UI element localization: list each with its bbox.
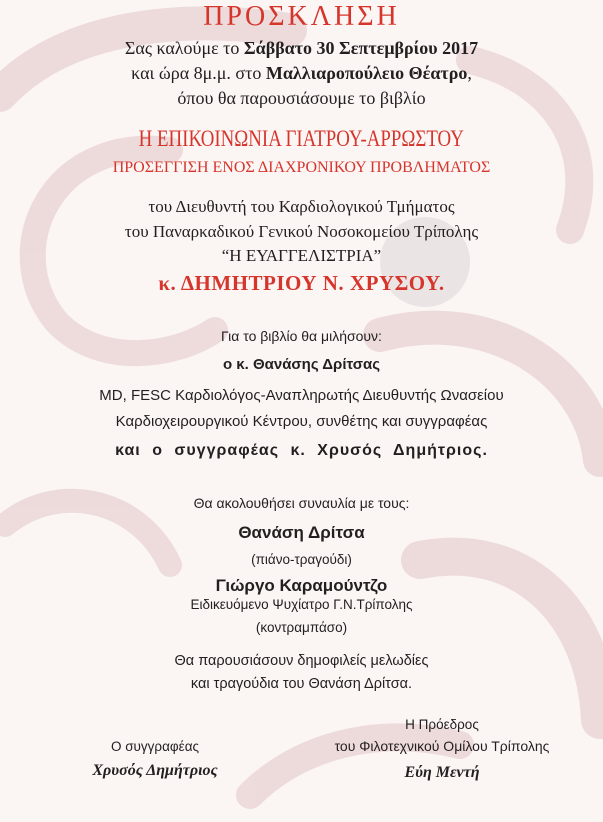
author-name: κ. ΔΗΜΗΤΡΙΟΥ Ν. ΧΡΥΣΟΥ. <box>158 271 445 295</box>
concert-closing-line-2: και τραγούδια του Θανάση Δρίτσα. <box>190 676 413 692</box>
concert-intro: Θα ακολουθήσει συναυλία με τους: <box>193 495 410 511</box>
venue-line <box>0 64 603 82</box>
president-signature-name: Εύη Μεντή <box>404 764 480 781</box>
date-line <box>0 39 603 57</box>
musician-2-name: Γιώργο Καραμούντζο <box>215 576 388 595</box>
author-signature-name: Χρυσός Δημήτριος <box>92 762 218 779</box>
speaker-1-name: ο κ. Θανάσης Δρίτσας <box>222 356 381 373</box>
book-title: Η ΕΠΙΚΟΙΝΩΝΙΑ ΓΙΑΤΡΟΥ-ΑΡΡΩΣΤΟΥ <box>138 126 465 151</box>
concert-closing-line-1: Θα παρουσιάσουν δημοφιλείς μελωδίες <box>174 653 429 669</box>
venue-line-prefix: και ώρα 8μ.μ. στο <box>131 63 266 83</box>
speakers-intro: Για το βιβλίο θα μιλήσουν: <box>221 328 382 344</box>
book-subtitle: ΠΡΟΣΕΓΓΙΣΗ ΕΝΟΣ ΔΙΑΧΡΟΝΙΚΟΥ ΠΡΟΒΛΗΜΑΤΟΣ <box>112 159 491 176</box>
musician-2-instrument: (κοντραμπάσο) <box>255 620 348 635</box>
author-signature-role: Ο συγγραφέας <box>110 739 200 754</box>
musician-2-title: Ειδικευόμενο Ψυχίατρο Γ.Ν.Τρίπολης <box>190 597 413 612</box>
invitation-heading: ΠΡΟΣΚΛΗΣΗ <box>203 1 400 32</box>
speaker-1-role-line-2: Καρδιοχειρουργικού Κέντρου, συνθέτης και συγγραφέας <box>115 413 488 430</box>
book-title-row <box>0 127 603 150</box>
author-credit-line-3: “Η ΕΥΑΓΓΕΛΙΣΤΡΙΑ” <box>221 246 382 265</box>
musician-1-name: Θανάση Δρίτσα <box>238 523 365 542</box>
speaker-1-role-line-1: MD, FESC Καρδιολόγος-Αναπληρωτής Διευθυντής Ωνασείου <box>99 387 504 404</box>
intro-line: όπου θα παρουσιάσουμε το βιβλίο <box>177 88 426 108</box>
event-date: Σάββατο 30 Σεπτεμβρίου 2017 <box>243 38 479 58</box>
speaker-2: και ο συγγραφέας κ. Χρυσός Δημήτριος. <box>115 442 488 459</box>
president-signature-role: Η Πρόεδρος <box>405 717 479 732</box>
venue-line-suffix: , <box>467 63 472 83</box>
event-venue: Μαλλιαροπούλειο Θέατρο <box>265 63 468 83</box>
president-organization: του Φιλοτεχνικού Ομίλου Τρίπολης <box>334 738 550 754</box>
date-line-prefix: Σας καλούμε το <box>124 38 244 58</box>
author-credit-line-1: του Διευθυντή του Καρδιολογικού Τμήματος <box>148 197 455 216</box>
brush-stroke-top <box>0 23 290 95</box>
author-credit-line-2: του Παναρκαδικού Γενικού Νοσοκομείου Τρίπολης <box>124 222 479 241</box>
musician-1-instrument: (πιάνο-τραγούδι) <box>251 552 352 567</box>
